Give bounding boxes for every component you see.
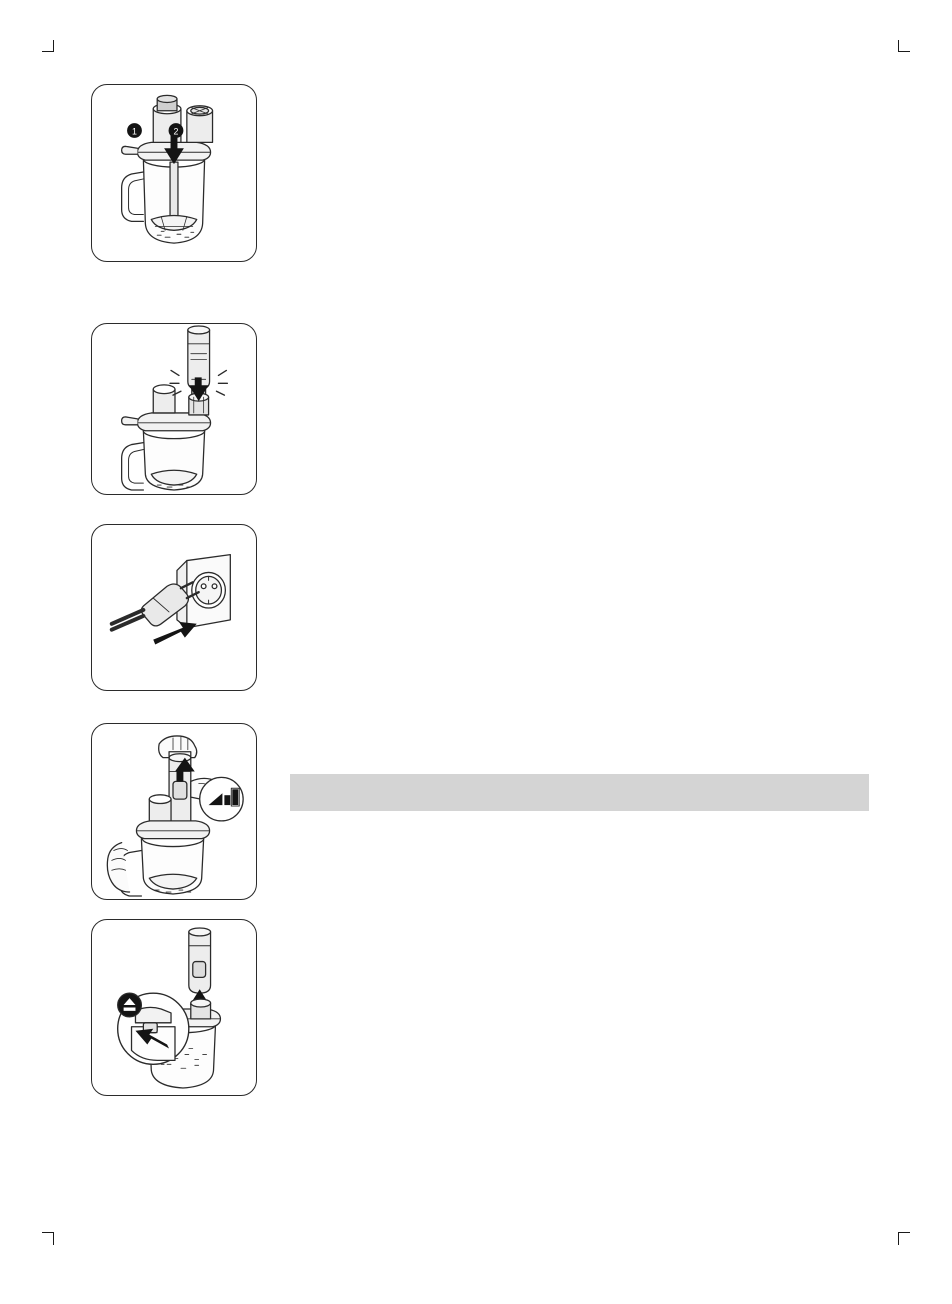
- svg-text:2: 2: [173, 126, 179, 137]
- figure-insert-lid-and-pusher: [91, 84, 257, 262]
- figure-release-and-lift-motor-unit: [91, 919, 257, 1096]
- crop-mark-top-right: [888, 40, 910, 62]
- svg-text:1: 1: [132, 126, 137, 137]
- figure-4-caption: [92, 899, 93, 900]
- figure-press-speed-button: [91, 723, 257, 900]
- figure-3-caption: [92, 690, 93, 691]
- figure-1-caption: [92, 261, 93, 262]
- figure-attach-motor-unit: [91, 323, 257, 495]
- crop-mark-bottom-left: [42, 1232, 64, 1254]
- grey-note-band: [290, 774, 869, 811]
- figure-2-caption: [92, 494, 93, 495]
- figure-5-caption: [92, 1095, 93, 1096]
- figure-plug-into-socket: [91, 524, 257, 691]
- crop-mark-bottom-right: [888, 1232, 910, 1254]
- crop-mark-top-left: [42, 40, 64, 62]
